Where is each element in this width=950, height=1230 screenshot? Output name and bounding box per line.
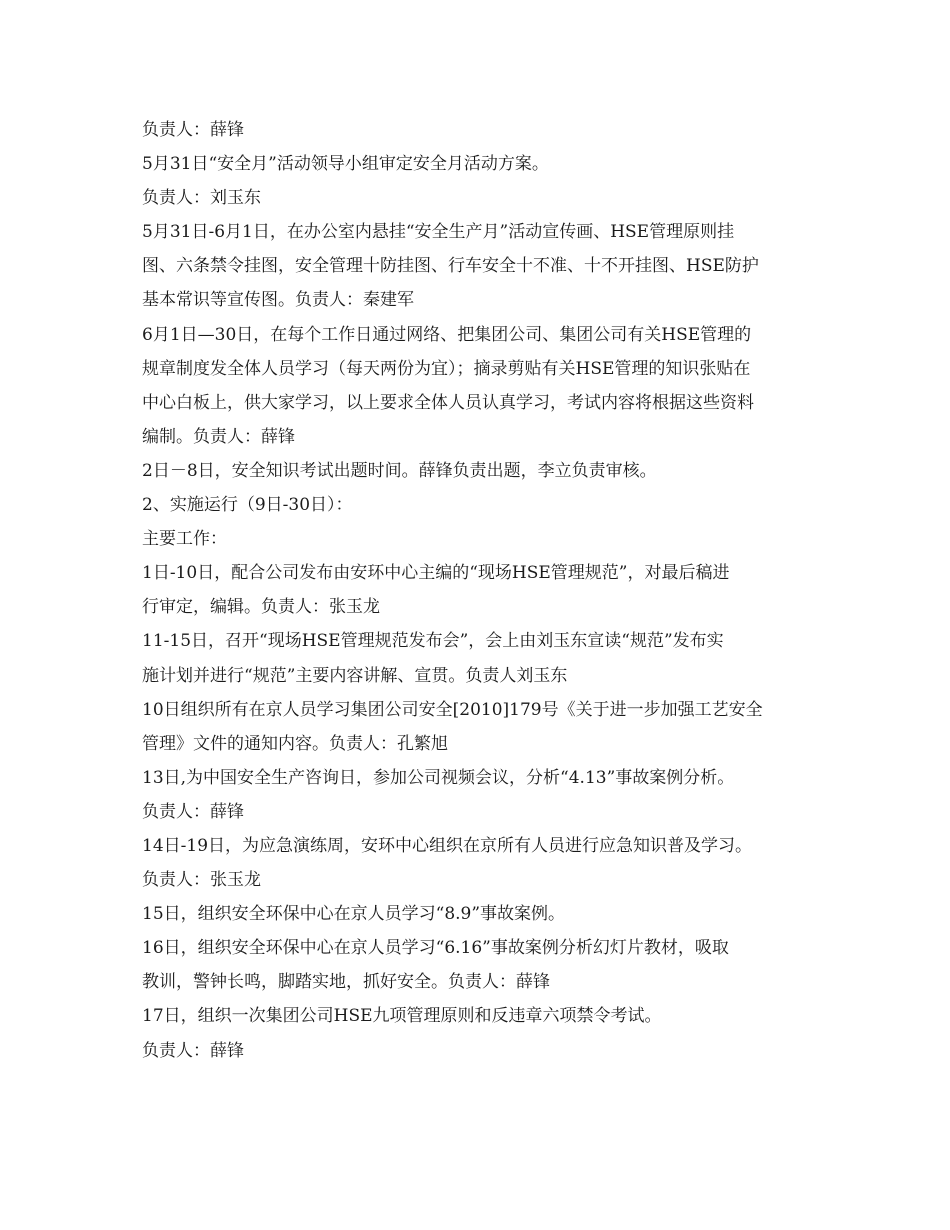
- text-line: 基本常识等宣传图。负责人：秦建军: [142, 290, 414, 311]
- text-line: 5月31日-6月1日，在办公室内悬挂“安全生产月”活动宣传画、HSE管理原则挂: [142, 222, 735, 243]
- text-line: 行审定，编辑。负责人：张玉龙: [142, 597, 380, 618]
- text-line: 规章制度发全体人员学习（每天两份为宜）；摘录剪贴有关HSE管理的知识张贴在: [142, 358, 751, 379]
- text-line: 负责人：薛锋: [142, 1040, 244, 1061]
- text-line: 编制。负责人：薛锋: [142, 426, 295, 447]
- text-line: 施计划并进行“规范”主要内容讲解、宣贯。负责人刘玉东: [142, 665, 568, 686]
- text-line: 2日－8日，安全知识考试出题时间。薛锋负责出题，李立负责审核。: [142, 460, 657, 481]
- text-line: 负责人：刘玉东: [142, 188, 261, 209]
- text-line: 11-15日，召开“现场HSE管理规范发布会”，会上由刘玉东宣读“规范”发布实: [142, 631, 724, 652]
- text-line: 管理》文件的通知内容。负责人：孔繁旭: [142, 733, 448, 754]
- text-line: 5月31日“安全月”活动领导小组审定安全月活动方案。: [142, 154, 549, 175]
- text-line: 16日，组织安全环保中心在京人员学习“6.16”事故案例分析幻灯片教材，吸取: [142, 938, 729, 959]
- text-line: 教训，警钟长鸣，脚踏实地，抓好安全。负责人：薛锋: [142, 972, 550, 993]
- section-heading: 2、实施运行（9日-30日）：: [142, 495, 353, 516]
- text-line: 负责人：张玉龙: [142, 870, 261, 891]
- text-line: 15日，组织安全环保中心在京人员学习“8.9”事故案例。: [142, 904, 566, 925]
- text-line: 13日,为中国安全生产咨询日，参加公司视频会议，分析“4.13”事故案例分析。: [142, 767, 735, 788]
- document-body: [142, 113, 817, 1068]
- text-line: 图、六条禁令挂图，安全管理十防挂图、行车安全十不准、十不开挂图、HSE防护: [142, 256, 759, 277]
- text-line: 1日-10日，配合公司发布由安环中心主编的“现场HSE管理规范”，对最后稿进: [142, 563, 730, 584]
- text-line: 14日-19日，为应急演练周，安环中心组织在京所有人员进行应急知识普及学习。: [142, 835, 753, 856]
- text-line: 中心白板上，供大家学习，以上要求全体人员认真学习，考试内容将根据这些资料: [142, 392, 754, 413]
- text-line: 负责人：薛锋: [142, 120, 244, 140]
- text-line: 负责人：薛锋: [142, 801, 244, 822]
- text-line: 6月1日—30日，在每个工作日通过网络、把集团公司、集团公司有关HSE管理的: [142, 324, 752, 345]
- text-line: 10日组织所有在京人员学习集团公司安全[2010]179号《关于进一步加强工艺安全: [142, 699, 763, 720]
- subheading: 主要工作：: [142, 529, 227, 550]
- text-line: 17日，组织一次集团公司HSE九项管理原则和反违章六项禁令考试。: [142, 1006, 662, 1027]
